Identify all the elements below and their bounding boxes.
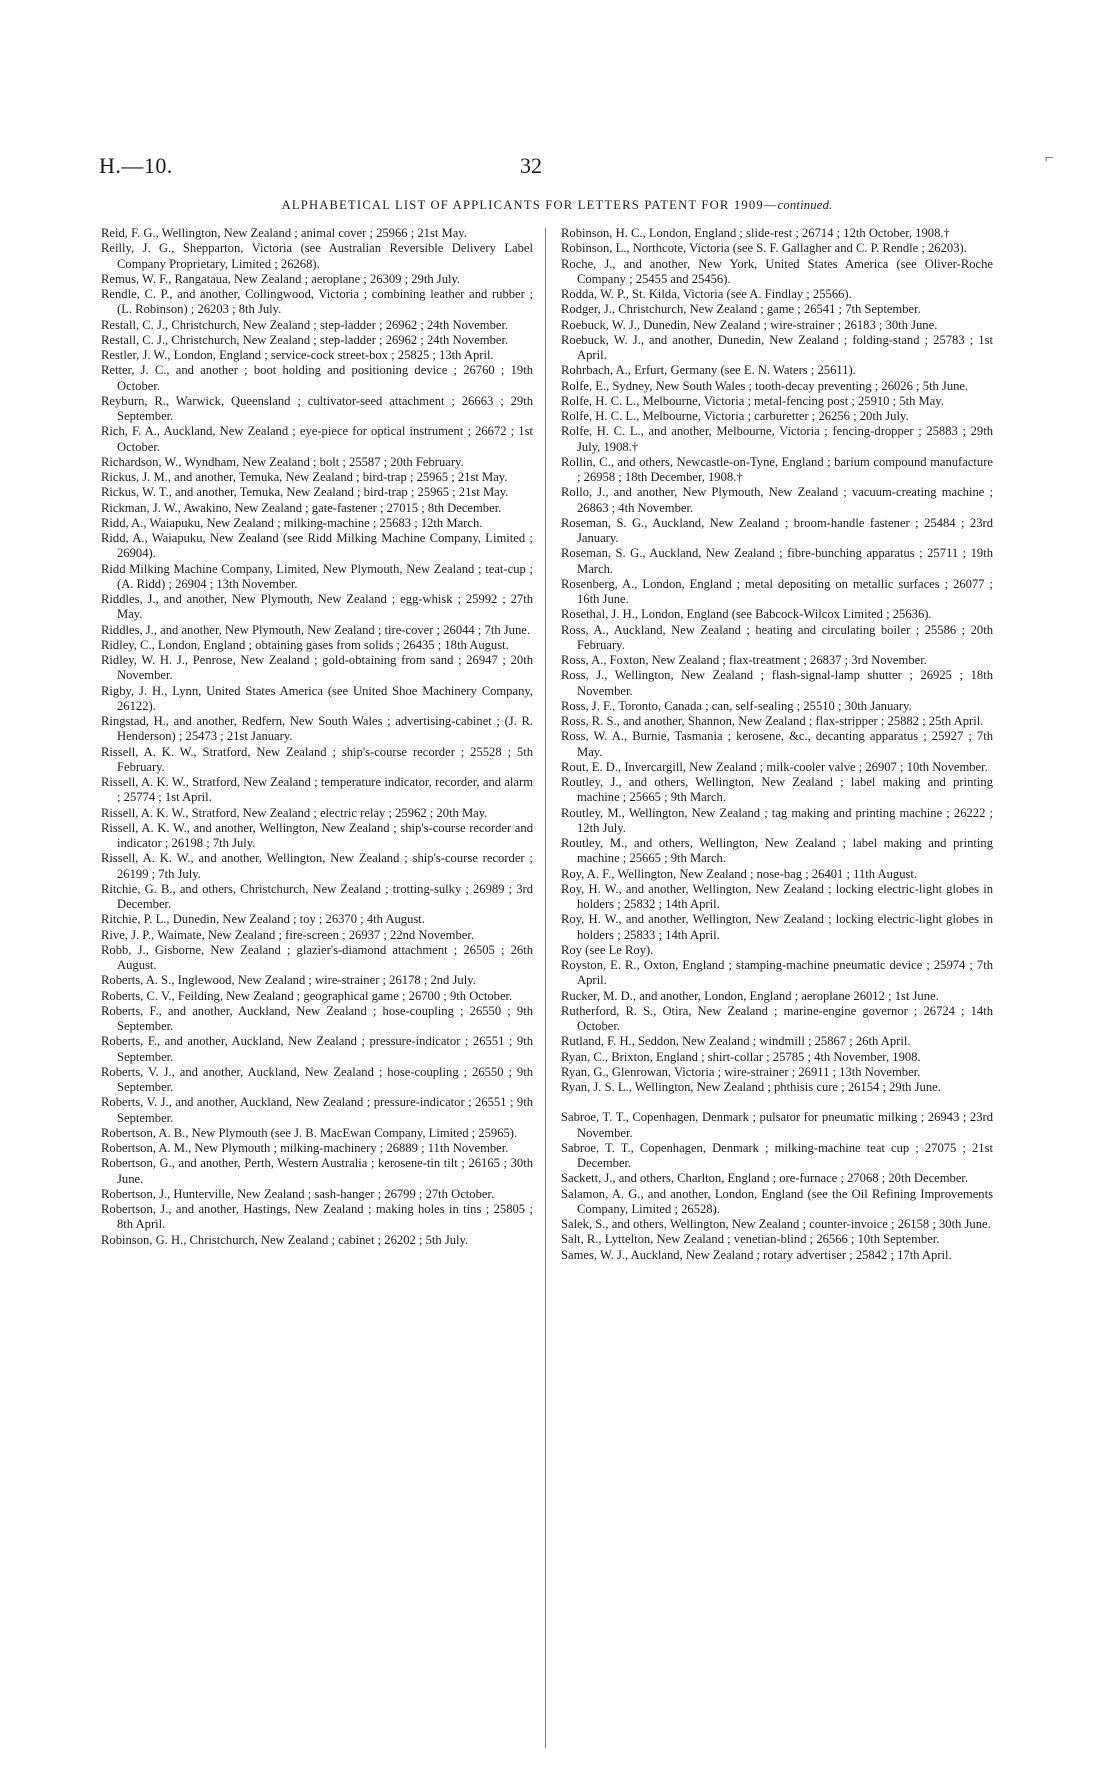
patent-entry: Robinson, L., Northcote, Victoria (see S. F. Gallagher and C. P. Rendle ; 26203). [561, 241, 967, 256]
patent-entry: Roy, H. W., and another, Wellington, New Zealand ; locking electric-light globes in holders ; 25833 ; 14th April. [561, 912, 993, 942]
patent-entry: Robinson, H. C., London, England ; slide-rest ; 26714 ; 12th October, 1908.† [561, 226, 950, 240]
patent-entry: Rissell, A. K. W., Stratford, New Zealand ; electric relay ; 25962 ; 20th May. [101, 805, 488, 820]
patent-entry: Roberts, V. J., and another, Auckland, New Zealand ; hose-coupling ; 26550 ; 9th September. [101, 1064, 533, 1094]
patent-entry: Rickus, W. T., and another, Temuka, New Zealand ; bird-trap ; 25965 ; 21st May. [101, 485, 509, 500]
patent-entry: Rolfe, E., Sydney, New South Wales ; tooth-decay preventing ; 26026 ; 5th June. [561, 378, 969, 393]
patent-entry: Ridley, W. H. J., Penrose, New Zealand ; gold-obtaining from sand ; 26947 ; 20th November. [101, 653, 533, 683]
patent-entry: Rutherford, R. S., Otira, New Zealand ; marine-engine governor ; 26724 ; 14th October. [561, 1003, 993, 1033]
patent-entry: Rosenberg, A., London, England ; metal depositing on metallic surfaces ; 26077 ; 16th June. [561, 576, 993, 606]
patent-entry: Roebuck, W. J., and another, Dunedin, New Zealand ; folding-stand ; 25783 ; 1st April. [561, 332, 993, 362]
patent-entry: Restler, J. W., London, England ; service-cock street-box ; 25825 ; 13th April. [101, 348, 494, 362]
patent-entry: Ross, A., Foxton, New Zealand ; flax-treatment ; 26837 ; 3rd November. [561, 653, 927, 667]
patent-entry: Roche, J., and another, New York, United States America (see Oliver-Roche Company ; 25455 and 25456). [561, 256, 993, 286]
patent-entry: Rissell, A. K. W., and another, Wellington, New Zealand ; ship's-course recorder and indicator ; 26198 ; 7th July. [101, 820, 533, 850]
page-number: 32 [520, 153, 542, 178]
patent-entry: Restall, C. J., Christchurch, New Zealand ; step-ladder ; 26962 ; 24th November. [101, 317, 509, 332]
patent-entry: Salek, S., and others, Wellington, New Zealand ; counter-invoice ; 26158 ; 30th June. [561, 1217, 991, 1231]
patent-entry: Rickus, J. M., and another, Temuka, New Zealand ; bird-trap ; 25965 ; 21st May. [101, 470, 508, 484]
patent-entry: Robertson, J., Hunterville, New Zealand ; sash-hanger ; 26799 ; 27th October. [101, 1186, 495, 1201]
patent-entry: Roy (see Le Roy). [561, 942, 654, 957]
patent-entry: Rolfe, H. C. L., and another, Melbourne, Victoria ; fencing-dropper ; 25883 ; 29th July, 1908.† [561, 424, 993, 454]
patent-entry: Remus, W. F., Rangataua, New Zealand ; aeroplane ; 26309 ; 29th July. [101, 271, 461, 286]
patent-entry: Rout, E. D., Invercargill, New Zealand ; milk-cooler valve ; 26907 ; 10th November. [561, 759, 988, 774]
patent-entry: Rodda, W. P., St. Kilda, Victoria (see A. Findlay ; 25566). [561, 287, 852, 301]
patent-entry: Rigby, J. H., Lynn, United States America (see United Shoe Machinery Company, 26122). [101, 683, 533, 713]
patent-entry: Rissell, A. K. W., Stratford, New Zealand ; temperature indicator, recorder, and alarm ; 25774 ; 1st April. [101, 775, 533, 805]
patent-entry: Ridd, A., Waiapuku, New Zealand ; milking-machine ; 25683 ; 12th March. [101, 515, 483, 530]
patent-entry: Robertson, G., and another, Perth, Western Australia ; kerosene-tin tilt ; 26165 ; 30th June. [101, 1156, 533, 1186]
patent-entry: Rohrbach, A., Erfurt, Germany (see E. N. Waters ; 25611). [561, 363, 856, 378]
patent-entry: Royston, E. R., Oxton, England ; stamping-machine pneumatic device ; 25974 ; 7th April. [561, 958, 993, 988]
patent-entry: Robinson, G. H., Christchurch, New Zealand ; cabinet ; 26202 ; 5th July. [101, 1232, 469, 1247]
patent-entry: Ryan, J. S. L., Wellington, New Zealand ; phthisis cure ; 26154 ; 29th June. [561, 1080, 941, 1094]
left-column [101, 226, 533, 1248]
patent-entry: Retter, J. C., and another ; boot holding and positioning device ; 26760 ; 19th October. [101, 363, 533, 393]
patent-entry: Roseman, S. G., Auckland, New Zealand ; broom-handle fastener ; 25484 ; 23rd January. [561, 515, 993, 545]
patent-entry: Riddles, J., and another, New Plymouth, New Zealand ; egg-whisk ; 25992 ; 27th May. [101, 592, 533, 622]
patent-entry: Riddles, J., and another, New Plymouth, New Zealand ; tire-cover ; 26044 ; 7th June. [101, 622, 530, 637]
patent-entry: Routley, M., and others, Wellington, New Zealand ; label making and printing machine ; 25665 ; 9th March. [561, 836, 993, 866]
patent-entry: Sabroe, T. T., Copenhagen, Denmark ; pulsator for pneumatic milking ; 26943 ; 23rd November. [561, 1110, 993, 1140]
patent-entry: Robertson, J., and another, Hastings, New Zealand ; making holes in tins ; 25805 ; 8th April. [101, 1202, 533, 1232]
patent-entry: Roberts, V. J., and another, Auckland, New Zealand ; pressure-indicator ; 26551 ; 9th September. [101, 1095, 533, 1125]
patent-entry: Robertson, A. B., New Plymouth (see J. B. MacEwan Company, Limited ; 25965). [101, 1125, 518, 1140]
patent-entry: Rolfe, H. C. L., Melbourne, Victoria ; metal-fencing post ; 25910 ; 5th May. [561, 393, 944, 408]
patent-entry: Rissell, A. K. W., and another, Wellington, New Zealand ; ship's-course recorder ; 26199 ; 7th July. [101, 851, 533, 881]
patent-entry: Rodger, J., Christchurch, New Zealand ; game ; 26541 ; 7th September. [561, 302, 921, 317]
patent-entry: Sabroe, T. T., Copenhagen, Denmark ; milking-machine teat cup ; 27075 ; 21st December. [561, 1140, 993, 1170]
patent-entry: Rollo, J., and another, New Plymouth, New Zealand ; vacuum-creating machine ; 26863 ; 4th November. [561, 485, 993, 515]
patent-entry: Robertson, A. M., New Plymouth ; milking-machinery ; 26889 ; 11th November. [101, 1141, 509, 1155]
column-divider [545, 228, 546, 1748]
margin-mark: ⌐ [1045, 150, 1055, 167]
page-title [0, 198, 1114, 213]
page-title-main: ALPHABETICAL LIST OF APPLICANTS FOR LETTERS PATENT FOR 1909— [281, 198, 778, 212]
patent-entry: Richardson, W., Wyndham, New Zealand ; bolt ; 25587 ; 20th February. [101, 454, 464, 469]
patent-entry: Rolfe, H. C. L., Melbourne, Victoria ; carburetter ; 26256 ; 20th July. [561, 409, 909, 423]
patent-entry: Ridd, A., Waiapuku, New Zealand (see Ridd Milking Machine Company, Limited ; 26904). [101, 531, 533, 561]
patent-entry: Ryan, C., Brixton, England ; shirt-collar ; 25785 ; 4th November, 1908. [561, 1049, 921, 1064]
patent-entry: Rollin, C., and others, Newcastle-on-Tyne, England ; barium compound manufacture ; 26958 ; 18th December, 1908.† [561, 454, 993, 484]
patent-entry: Rickman, J. W., Awakino, New Zealand ; gate-fastener ; 27015 ; 8th December. [101, 500, 502, 515]
patent-entry: Roebuck, W. J., Dunedin, New Zealand ; wire-strainer ; 26183 ; 30th June. [561, 317, 938, 332]
patent-entry: Roberts, C. V., Feilding, New Zealand ; geographical game ; 26700 ; 9th October. [101, 988, 513, 1003]
patent-entry: Roy, A. F., Wellington, New Zealand ; nose-bag ; 26401 ; 11th August. [561, 866, 918, 881]
document-code: H.—10. [99, 153, 173, 178]
patent-entry: Reid, F. G., Wellington, New Zealand ; animal cover ; 25966 ; 21st May. [101, 226, 467, 240]
right-column [561, 226, 993, 1263]
patent-entry: Roseman, S. G., Auckland, New Zealand ; fibre-bunching apparatus ; 25711 ; 19th March. [561, 546, 993, 576]
patent-entry: Sackett, J., and others, Charlton, England ; ore-furnace ; 27068 ; 20th December. [561, 1171, 969, 1186]
patent-entry: Restall, C. J., Christchurch, New Zealand ; step-ladder ; 26962 ; 24th November. [101, 332, 509, 347]
patent-entry: Ross, A., Auckland, New Zealand ; heating and circulating boiler ; 25586 ; 20th February. [561, 622, 993, 652]
patent-entry: Rendle, C. P., and another, Collingwood, Victoria ; combining leather and rubber ; (L. Robinson) ; 26203 ; 8th July. [101, 287, 533, 317]
patent-entry: Ritchie, P. L., Dunedin, New Zealand ; toy ; 26370 ; 4th August. [101, 912, 425, 927]
patent-entry: Rutland, F. H., Seddon, New Zealand ; windmill ; 25867 ; 26th April. [561, 1034, 911, 1049]
patent-entry: Ross, J. F., Toronto, Canada ; can, self-sealing ; 25510 ; 30th January. [561, 698, 912, 713]
patent-entry: Reyburn, R., Warwick, Queensland ; cultivator-seed attachment ; 26663 ; 29th September. [101, 393, 533, 423]
patent-entry: Rucker, M. D., and another, London, England ; aeroplane 26012 ; 1st June. [561, 988, 939, 1003]
page-title-continued: continued. [777, 198, 833, 212]
patent-entry: Routley, M., Wellington, New Zealand ; tag making and printing machine ; 26222 ; 12th July. [561, 805, 993, 835]
patent-entry: Roberts, F., and another, Auckland, New Zealand ; pressure-indicator ; 26551 ; 9th September. [101, 1034, 533, 1064]
patent-entry: Ross, W. A., Burnie, Tasmania ; kerosene, &c., decanting apparatus ; 25927 ; 7th May. [561, 729, 993, 759]
patent-entry: Robb, J., Gisborne, New Zealand ; glazier's-diamond attachment ; 26505 ; 26th August. [101, 942, 533, 972]
patent-entry: Routley, J., and others, Wellington, New Zealand ; label making and printing machine ; 25665 ; 9th March. [561, 775, 993, 805]
patent-entry: Rosethal, J. H., London, England (see Babcock-Wilcox Limited ; 25636). [561, 607, 932, 622]
patent-entry: Rive, J. P., Waimate, New Zealand ; fire-screen ; 26937 ; 22nd November. [101, 927, 474, 942]
patent-entry: Salt, R., Lyttelton, New Zealand ; venetian-blind ; 26566 ; 10th September. [561, 1232, 940, 1247]
patent-entry: Sames, W. J., Auckland, New Zealand ; rotary advertiser ; 25842 ; 17th April. [561, 1247, 952, 1262]
patent-entry: Ridley, C., London, England ; obtaining gases from solids ; 26435 ; 18th August. [101, 637, 509, 652]
patent-entry: Ryan, G., Glenrowan, Victoria ; wire-strainer ; 26911 ; 13th November. [561, 1064, 921, 1079]
patent-entry: Rich, F. A., Auckland, New Zealand ; eye-piece for optical instrument ; 26672 ; 1st October. [101, 424, 533, 454]
patent-entry: Roberts, A. S., Inglewood, New Zealand ; wire-strainer ; 26178 ; 2nd July. [101, 973, 476, 988]
patent-entry: Rissell, A. K. W., Stratford, New Zealand ; ship's-course recorder ; 25528 ; 5th February. [101, 744, 533, 774]
patent-entry: Reilly, J. G., Shepparton, Victoria (see Australian Reversible Delivery Label Company Proprietary, Limited ; 26268). [101, 241, 533, 271]
patent-entry: Ross, R. S., and another, Shannon, New Zealand ; flax-stripper ; 25882 ; 25th April. [561, 714, 984, 728]
patent-entry: Roberts, F., and another, Auckland, New Zealand ; hose-coupling ; 26550 ; 9th September. [101, 1003, 533, 1033]
patent-entry: Ross, J., Wellington, New Zealand ; flash-signal-lamp shutter ; 26925 ; 18th November. [561, 668, 993, 698]
patent-entry: Ringstad, H., and another, Redfern, New South Wales ; advertising-cabinet ; (J. R. Henderson) ; 25473 ; 21st January. [101, 714, 533, 744]
patent-entry: Roy, H. W., and another, Wellington, New Zealand ; locking electric-light globes in holders ; 25832 ; 14th April. [561, 881, 993, 911]
patent-entry: Ritchie, G. B., and others, Christchurch, New Zealand ; trotting-sulky ; 26989 ; 3rd December. [101, 881, 533, 911]
patent-entry: Salamon, A. G., and another, London, England (see the Oil Refining Improvements Company, Limited ; 26528). [561, 1186, 993, 1216]
patent-entry: Ridd Milking Machine Company, Limited, New Plymouth, New Zealand ; teat-cup ; (A. Ridd) ; 26904 ; 13th November. [101, 561, 533, 591]
